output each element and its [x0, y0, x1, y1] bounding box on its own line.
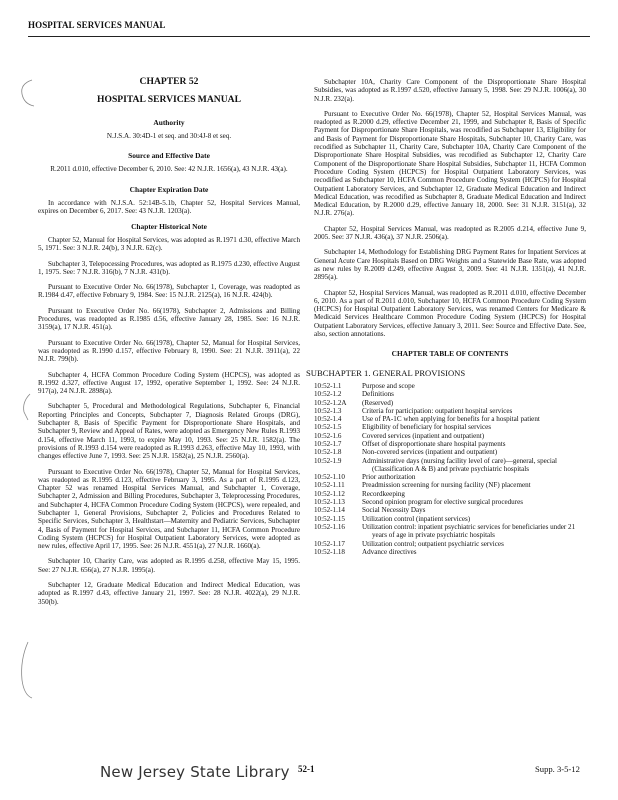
historical-note-paragraph: Chapter 52, Hospital Services Manual, was readopted as R.2005 d.214, effective June 9, 2005. See: 37 N.J.R. 436(a), 37 N.J.R. 2506(a).	[314, 224, 586, 242]
historical-note-paragraph: Pursuant to Executive Order No. 66(1978), Subchapter 1, Coverage, was readopted as R.1984 d.47, effective February 9, 1984. See: 15 N.J.R. 2125(a), 16 N.J.R. 424(b).	[38, 283, 300, 300]
toc-entry	[314, 498, 586, 506]
toc-section-number: 10:52-1.8	[314, 448, 342, 457]
toc-entry	[314, 399, 586, 407]
toc-section-title: Use of PA-1C when applying for benefits for a hospital patient	[362, 415, 540, 424]
source-text: R.2011 d.010, effective December 6, 2010. See: 42 N.J.R. 1656(a), 43 N.J.R. 43(a).	[50, 165, 288, 174]
toc-section-number: 10:52-1.14	[314, 506, 345, 515]
toc-section-title: Utilization control: inpatient psychiatric services for beneficiaries under 21 years of age in private psychiatric hospitals	[362, 522, 576, 540]
right-column	[306, 78, 586, 556]
toc-section-number: 10:52-1.9	[314, 456, 342, 465]
toc-entry	[314, 457, 586, 474]
toc-section-number: 10:52-1.7	[314, 439, 342, 448]
toc-section-number: 10:52-1.2A	[314, 398, 347, 407]
historical-note-paragraph: Subchapter 5, Procedural and Methodological Regulations, Subchapter 6, Financial Reporting Principles and Concepts, Subchapter 7, Diagnosis Related Groups (DRG), Subchapter 8, Basis of Specific Payment for Disproportionate Share Hospitals, and Subchapter 9, Review and Appeal of Rates, were adopted as Emergency New Rules R.1993 d.154, effective March 11, 1993, to expire May 10, 1993. See: 25 N.J.R. 1582(a). The provisions of R.1993 d.154 were readopted as R.1993 d.263, effective May 10, 1993, with changes effective June 7, 1993. See: 25 N.J.R. 1582(a), 25 N.J.R. 2560(a).	[38, 402, 300, 461]
running-header: HOSPITAL SERVICES MANUAL	[28, 20, 166, 30]
toc-title: CHAPTER TABLE OF CONTENTS	[391, 349, 509, 359]
toc-list	[314, 382, 586, 556]
toc-section-title: Second opinion program for elective surgical procedures	[362, 498, 524, 507]
toc-section-number: 10:52-1.5	[314, 423, 342, 432]
toc-section-number: 10:52-1.16	[314, 522, 345, 531]
toc-section-title: Definitions	[362, 390, 394, 399]
toc-section-title: Offset of disproportionate share hospital payments	[362, 439, 506, 448]
subchapter-heading: SUBCHAPTER 1. GENERAL PROVISIONS	[306, 367, 466, 378]
toc-section-number: 10:52-1.12	[314, 489, 345, 498]
source-heading: Source and Effective Date	[128, 151, 210, 161]
toc-section-title: Administrative days (nursing facility level of care)—general, special (Classification A & B) and private psychiatric hospitals	[362, 456, 558, 473]
authority-text: N.J.S.A. 30:4D-1 et seq. and 30:4J-8 et seq.	[106, 131, 232, 140]
toc-section-title: Prior authorization	[362, 473, 416, 482]
historical-note-heading: Chapter Historical Note	[131, 221, 207, 231]
toc-entry	[314, 506, 586, 514]
historical-note-paragraph: Subchapter 10, Charity Care, was adopted as R.1995 d.258, effective May 15, 1995. See: 27 N.J.R. 656(a), 27 N.J.R. 1995(a).	[38, 557, 300, 574]
toc-section-title: Criteria for participation: outpatient hospital services	[362, 406, 513, 415]
toc-entry	[314, 481, 586, 489]
toc-entry	[314, 407, 586, 415]
historical-note-paragraph: Pursuant to Executive Order No. 66(1978), Subchapter 2, Admissions and Billing Procedures, was readopted as R.1985 d.56, effective January 28, 1985. See: 16 N.J.R. 3159(a), 17 N.J.R. 451(a).	[38, 306, 300, 332]
historical-note-paragraph: Pursuant to Executive Order No. 66(1978), Chapter 52, Manual for Hospital Services, was readopted as R.1995 d.123, effective February 3, 1995. As a part of R.1995 d.123, Chapter 52 was renamed Hospital Services Manual, and Subchapter 1, Coverage, Subchapter 2, Admission and Billing Procedures, Subchapter 3, Teleprocessing Procedures, and Subchapter 4, HCFA Common Procedure Coding System (HCPCS), were repealed, and Subchapter 1, General Provisions, Subchapter 2, Policies and Procedures Related to Specific Services, Subchapter 3, Healthstart—Maternity and Pediatric Services, Subchapter 4, Basis of Payment for Hospital Services, and Subchapter 11, HCFA Common Procedure Coding System (HCPCS) for Hospital Outpatient Laboratory Services, were adopted as new rules, effective April 17, 1995. See: 26 N.J.R. 4551(a), 27 N.J.R. 1660(a).	[38, 467, 300, 551]
toc-section-title: Utilization control (inpatient services)	[362, 514, 471, 523]
toc-section-number: 10:52-1.17	[314, 539, 345, 548]
margin-bracket-mark	[14, 640, 36, 700]
toc-section-number: 10:52-1.6	[314, 431, 342, 440]
toc-entry	[314, 382, 586, 390]
page-number: 52-1	[298, 764, 315, 774]
expiration-text: In accordance with N.J.S.A. 52:14B-5.1b, Chapter 52, Hospital Services Manual, expires on December 6, 2017. See: 43 N.J.R. 1203(a).	[38, 199, 300, 216]
toc-section-title: Social Necessity Days	[362, 506, 426, 515]
toc-entry	[314, 440, 586, 448]
toc-section-number: 10:52-1.13	[314, 498, 345, 507]
toc-section-title: Preadmission screening for nursing facility (NF) placement	[362, 481, 531, 490]
toc-entry	[314, 473, 586, 481]
historical-note-paragraph: Chapter 52, Manual for Hospital Services, was adopted as R.1971 d.30, effective March 5, 1971. See: 3 N.J.R. 24(b), 3 N.J.R. 62(c).	[38, 235, 300, 253]
toc-entry	[314, 523, 586, 540]
toc-section-title: Non-covered services (inpatient and outpatient)	[362, 448, 498, 457]
historical-note-paragraph: Subchapter 3, Telepocessing Procedures, was adopted as R.1975 d.230, effective August 1, 1975. See: 7 N.J.R. 316(b), 7 N.J.R. 431(b).	[38, 259, 300, 276]
toc-section-number: 10:52-1.2	[314, 390, 342, 399]
toc-section-title: Utilization control; outpatient psychiatric services	[362, 539, 504, 548]
toc-section-number: 10:52-1.4	[314, 415, 342, 424]
toc-section-number: 10:52-1.10	[314, 473, 345, 482]
toc-entry	[314, 415, 586, 423]
toc-section-number: 10:52-1.3	[314, 406, 342, 415]
library-watermark: New Jersey State Library	[100, 763, 290, 781]
toc-section-title: Purpose and scope	[362, 381, 415, 390]
toc-section-number: 10:52-1.11	[314, 481, 345, 490]
chapter-title: HOSPITAL SERVICES MANUAL	[97, 94, 241, 106]
historical-note-paragraph: Subchapter 12, Graduate Medical Education and Indirect Medical Education, was adopted as R.1997 d.43, effective January 21, 1997. See: 28 N.J.R. 4022(a), 29 N.J.R. 350(b).	[38, 581, 300, 606]
margin-bracket-mark	[14, 392, 36, 422]
toc-entry	[314, 432, 586, 440]
historical-note-paragraph: Subchapter 14, Methodology for Establishing DRG Payment Rates for Inpatient Services at General Acute Care Hospitals Based on DRG Weights and a Statewide Base Rate, was adopted as new rules by R.2009 d.249, effective August 3, 2009. See: 41 N.J.R. 1351(a), 41 N.J.R. 2895(a).	[314, 248, 586, 282]
toc-entry	[314, 448, 586, 456]
toc-section-title: Advance directives	[362, 547, 417, 556]
toc-section-number: 10:52-1.18	[314, 547, 345, 556]
header-rule	[28, 36, 590, 37]
margin-bracket-mark	[14, 78, 36, 108]
supplement-date: Supp. 3-5-12	[535, 764, 580, 774]
toc-entry	[314, 540, 586, 548]
toc-section-number: 10:52-1.1	[314, 381, 342, 390]
toc-entry	[314, 548, 586, 556]
toc-entry	[314, 423, 586, 431]
toc-section-title: Eligibility of beneficiary for hospital services	[362, 423, 492, 432]
toc-entry	[314, 390, 586, 398]
toc-section-title: Recordkeeping	[362, 489, 405, 498]
historical-note-paragraph: Chapter 52, Hospital Services Manual, was readopted as R.2011 d.010, effective December 6, 2010. As a part of R.2011 d.010, Subchapter 10, HCFA Common Procedure Coding System (HCPCS) for Hospital Outpatient Laboratory Services, was renamed Centers for Medicare & Medicaid Services Healthcare Common Procedure Coding System (HCPCS) for Hospital Outpatient Laboratory Services, effective January 3, 2011. See: Source and Effective Date. See, also, section annotations.	[314, 288, 586, 339]
toc-entry	[314, 515, 586, 523]
toc-section-title: (Reserved)	[362, 398, 394, 407]
toc-entry	[314, 490, 586, 498]
toc-section-title: Covered services (inpatient and outpatient)	[362, 431, 485, 440]
expiration-heading: Chapter Expiration Date	[129, 184, 209, 194]
toc-section-number: 10:52-1.15	[314, 514, 345, 523]
chapter-number: CHAPTER 52	[139, 76, 199, 87]
historical-note-paragraph: Pursuant to Executive Order No. 66(1978), Chapter 52, Manual for Hospital Services, was readopted as R.1990 d.157, effective February 8, 1990. See: 21 N.J.R. 3911(a), 22 N.J.R. 799(b).	[38, 338, 300, 364]
historical-note-paragraph: Subchapter 4, HCFA Common Procedure Coding System (HCPCS), was adopted as R.1992 d.327, effective August 17, 1992, operative September 1, 1992. See: 24 N.J.R. 917(a), 24 N.J.R. 2898(a).	[38, 370, 300, 396]
historical-note-paragraph: Pursuant to Executive Order No. 66(1978), Chapter 52, Hospital Services Manual, was readopted as R.2000 d.29, effective December 21, 1999, and Subchapter 8, Basis of Specific Payment for Disproportionate Share Hospitals, was recodified as Subchapter 13, Eligibility for and Basis of Payment for Disproportionate Share Hospitals, Subchapter 10, Charity Care, was recodified as Subchapter 11, Charity Care, Subchapter 10A, Charity Care Component of the Disproportionate Share Hospital Subsidies, was recodified as Subchapter 12, Charity Care Component of the Disproportionate Share Hospital Subsidies, Subchapter 11, HCFA Common Procedure Coding System (HCPCS) for Hospital Outpatient Laboratory Services, was recodified as Subchapter 10, HCFA Common Procedure Coding System (HCPCS) for Hospital Outpatient Laboratory Services, and Subchapter 12, Graduate Medical Education and Indirect Medical Education, was recodified as Subchapter 8, Graduate Medical Education and Indirect Medical Education, by R.2000 d.29, effective January 18, 2000. See: 31 N.J.R. 3151(a), 32 N.J.R. 276(a).	[314, 109, 586, 218]
left-column	[38, 78, 300, 613]
authority-heading: Authority	[153, 117, 185, 127]
historical-note-paragraph: Subchapter 10A, Charity Care Component of the Disproportionate Share Hospital Subsidies, was adopted as R.1997 d.520, effective January 5, 1998. See: 29 N.J.R. 1006(a), 30 N.J.R. 232(a).	[314, 78, 586, 103]
